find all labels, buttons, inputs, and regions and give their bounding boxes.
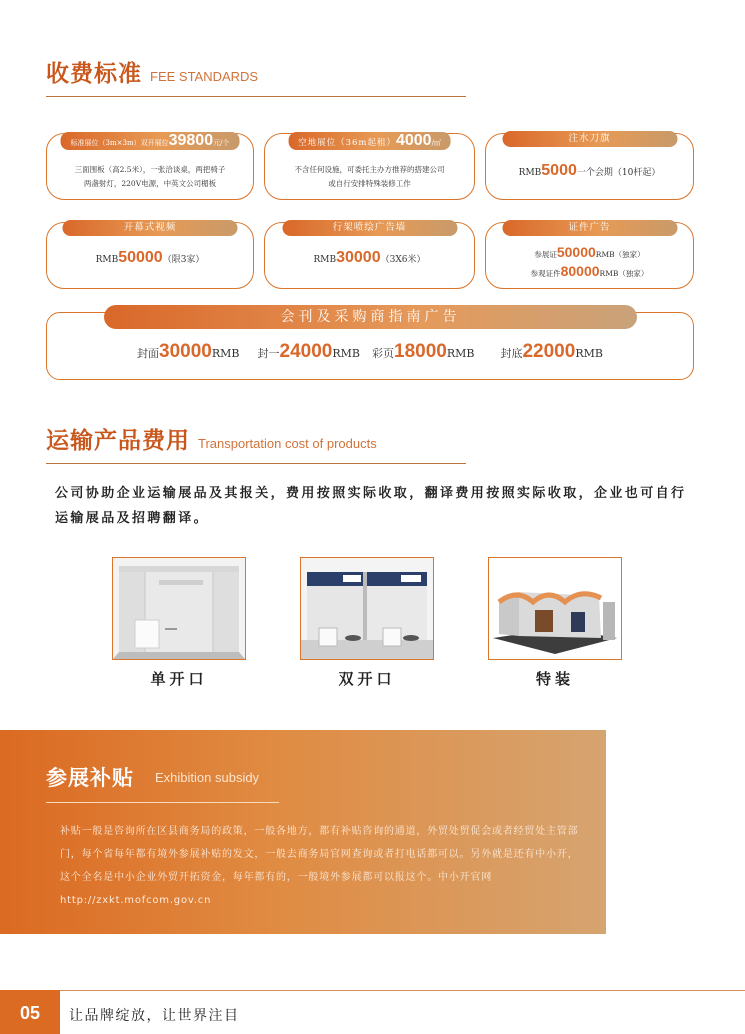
space-unit: /㎡ <box>431 139 441 147</box>
cert-l1-suf: RMB（独家） <box>595 250 645 259</box>
video-prefix: RMB <box>95 255 119 265</box>
subsidy-panel <box>0 730 606 934</box>
subsidy-text: 补贴一般是咨询所在区县商务局的政策，一般各地方，都有补贴咨询的通道，外贸处贸促会或者经贸处主管部门，每个省每年都有境外参展补贴的发文，一般去商务局官网查询或者打电话都可以。另外就是还有中小开，这个全名是中小企业外贸开拓资金，每年都有的，一般境外参展都可以报这个。中小开官网http://zxkt.mofcom.gov.cn <box>60 826 579 906</box>
truss-price: 30000 <box>336 249 381 266</box>
space-desc-2: 或自行安排特殊装修工作 <box>328 179 411 188</box>
footer-rule <box>60 990 745 991</box>
magazine-item-pre: 封一 <box>257 347 280 360</box>
fee-card-water-flag <box>485 133 694 200</box>
booth-std-label: 标准展位（3m×3m）双开展位 <box>70 139 169 147</box>
truss-suffix: （3X6米） <box>380 255 426 265</box>
magazine-label: 会刊及采购商指南广告 <box>104 305 637 329</box>
cert-label: 证件广告 <box>502 220 677 236</box>
water-price-line <box>486 163 693 181</box>
space-price: 4000 <box>395 132 432 149</box>
fee-card-truss-wall <box>264 222 475 289</box>
water-prefix: RMB <box>518 168 542 178</box>
water-label: 注水刀旗 <box>502 131 677 147</box>
cert-l2-pre: 参观证件 <box>530 269 561 278</box>
double-opening-caption: 双开口 <box>338 670 396 688</box>
fee-card-certificate-ads <box>485 222 694 289</box>
cert-l2-price: 80000 <box>560 263 600 279</box>
transport-title-zh: 运输产品费用 <box>46 428 190 454</box>
booth-std-desc-1: 三面围板（高2.5米），一张洽谈桌，两把椅子 <box>74 165 226 174</box>
transport-paragraph: 公司协助企业运输展品及其报关，费用按照实际收取，翻译费用按照实际收取，企业也可自行运输展品及招聘翻译。 <box>55 486 687 526</box>
fee-card-opening-video <box>46 222 254 289</box>
magazine-item <box>372 341 474 363</box>
page-number: 05 <box>0 990 60 1034</box>
fee-title-en: FEE STANDARDS <box>150 69 259 84</box>
magazine-item-price: 24000 <box>279 341 333 362</box>
magazine-price-row <box>47 341 693 363</box>
transport-title-en: Transportation cost of products <box>198 436 377 451</box>
fee-card-label <box>288 132 451 150</box>
subsidy-title-en: Exhibition subsidy <box>155 770 260 785</box>
special-booth-caption: 特装 <box>535 670 574 688</box>
booth-illustration <box>113 558 245 659</box>
magazine-item-pre: 封底 <box>500 347 523 360</box>
magazine-item-price: 30000 <box>159 341 212 362</box>
footer-slogan: 让品牌绽放，让世界注目 <box>69 1008 240 1024</box>
water-price: 5000 <box>541 162 577 179</box>
magazine-item-pre: 彩页 <box>372 347 394 360</box>
video-suffix: （限3家） <box>162 255 205 265</box>
fee-card-standard-booth <box>46 133 254 200</box>
magazine-item-suf: RMB <box>575 347 603 360</box>
fee-section-title <box>46 55 258 88</box>
cert-line-1 <box>486 244 693 263</box>
transport-title-rule <box>46 463 466 464</box>
subsidy-title-rule <box>46 802 279 803</box>
magazine-item-suf: RMB <box>446 347 475 360</box>
magazine-item <box>137 341 239 363</box>
cert-line-2 <box>486 263 693 282</box>
truss-price-line <box>265 250 474 268</box>
fee-card-raw-space <box>264 133 475 200</box>
truss-prefix: RMB <box>313 255 337 265</box>
truss-label: 行架喷绘广告墙 <box>282 220 457 236</box>
video-price-line <box>47 250 253 268</box>
single-opening-caption: 单开口 <box>150 670 208 688</box>
magazine-item-pre: 封面 <box>137 347 160 360</box>
fee-card-label <box>61 132 240 150</box>
subsidy-title-zh: 参展补贴 <box>46 766 134 790</box>
booth-illustration <box>301 558 433 659</box>
single-opening-booth-image <box>112 557 246 660</box>
cert-l2-suf: RMB（独家） <box>599 269 649 278</box>
magazine-item-price: 18000 <box>394 341 447 362</box>
space-label: 空地展位（36m起租） <box>298 138 396 148</box>
water-suffix: 一个会期（10杆起） <box>576 168 661 178</box>
booth-illustration <box>489 558 621 659</box>
fee-card-magazine-ads <box>46 309 694 380</box>
video-price: 50000 <box>118 249 163 266</box>
booth-std-desc-2: 两盏射灯，220V电源，中英文公司楣板 <box>83 179 217 188</box>
magazine-item-suf: RMB <box>332 347 360 360</box>
double-opening-booth-image <box>300 557 434 660</box>
magazine-item-price: 22000 <box>522 341 576 362</box>
fee-title-zh: 收费标准 <box>46 61 142 87</box>
transport-section-title <box>46 422 377 455</box>
magazine-item <box>500 341 602 363</box>
magazine-item-suf: RMB <box>211 347 240 360</box>
fee-title-rule <box>46 96 466 97</box>
cert-l1-price: 50000 <box>556 244 596 260</box>
booth-std-unit: 元/个 <box>213 139 230 147</box>
space-desc-1: 不含任何设施，可委托主办方推荐的搭建公司 <box>294 165 445 174</box>
video-label: 开幕式视频 <box>63 220 238 236</box>
special-booth-image <box>488 557 622 660</box>
booth-std-price: 39800 <box>168 132 214 149</box>
magazine-item <box>258 341 360 363</box>
cert-l1-pre: 参展证 <box>534 250 557 259</box>
